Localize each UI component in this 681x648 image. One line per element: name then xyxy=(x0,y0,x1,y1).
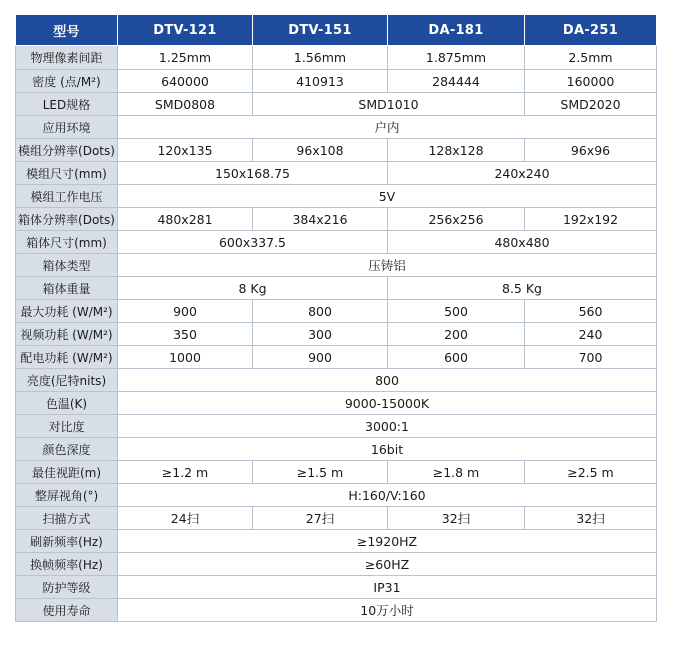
header-dtv-151: DTV-151 xyxy=(253,15,388,46)
table-row xyxy=(16,93,657,116)
spec-value: SMD0808 xyxy=(118,93,253,116)
row-label: 密度 (点/M²) xyxy=(16,70,118,93)
row-label: 防护等级 xyxy=(16,576,118,599)
spec-value: 600x337.5 xyxy=(118,231,388,254)
table-row xyxy=(16,208,657,231)
table-row xyxy=(16,162,657,185)
table-row xyxy=(16,599,657,622)
row-label: 模组尺寸(mm) xyxy=(16,162,118,185)
spec-value: 24扫 xyxy=(118,507,253,530)
spec-value: 5V xyxy=(118,185,657,208)
spec-value: 480x480 xyxy=(388,231,657,254)
spec-value: 240 xyxy=(525,323,657,346)
row-label: 最佳视距(m) xyxy=(16,461,118,484)
spec-value: 128x128 xyxy=(388,139,525,162)
spec-value: 压铸铝 xyxy=(118,254,657,277)
spec-value: 800 xyxy=(253,300,388,323)
header-dtv-121: DTV-121 xyxy=(118,15,253,46)
spec-value: IP31 xyxy=(118,576,657,599)
spec-value: 96x96 xyxy=(525,139,657,162)
spec-value: 900 xyxy=(118,300,253,323)
spec-value: 200 xyxy=(388,323,525,346)
table-row xyxy=(16,300,657,323)
table-row xyxy=(16,484,657,507)
spec-value: 384x216 xyxy=(253,208,388,231)
spec-value: 10万小时 xyxy=(118,599,657,622)
spec-body xyxy=(16,46,657,622)
spec-value: ≥1.5 m xyxy=(253,461,388,484)
spec-value: 120x135 xyxy=(118,139,253,162)
spec-value: 410913 xyxy=(253,70,388,93)
spec-value: 256x256 xyxy=(388,208,525,231)
spec-value: ≥1920HZ xyxy=(118,530,657,553)
spec-value: 800 xyxy=(118,369,657,392)
header-da-251: DA-251 xyxy=(525,15,657,46)
row-label: 使用寿命 xyxy=(16,599,118,622)
spec-value: 1000 xyxy=(118,346,253,369)
spec-value: 240x240 xyxy=(388,162,657,185)
spec-value: 640000 xyxy=(118,70,253,93)
spec-value: ≥1.8 m xyxy=(388,461,525,484)
row-label: 整屏视角(°) xyxy=(16,484,118,507)
spec-value: 8 Kg xyxy=(118,277,388,300)
spec-value: 284444 xyxy=(388,70,525,93)
spec-value: ≥60HZ xyxy=(118,553,657,576)
spec-value: 192x192 xyxy=(525,208,657,231)
row-label: 模组工作电压 xyxy=(16,185,118,208)
table-row xyxy=(16,323,657,346)
spec-value: 300 xyxy=(253,323,388,346)
row-label: 换帧频率(Hz) xyxy=(16,553,118,576)
row-label: 箱体分辨率(Dots) xyxy=(16,208,118,231)
table-row xyxy=(16,576,657,599)
table-row xyxy=(16,346,657,369)
spec-value: 户内 xyxy=(118,116,657,139)
spec-value: 32扫 xyxy=(525,507,657,530)
header-row xyxy=(16,15,657,46)
table-row xyxy=(16,254,657,277)
row-label: 刷新频率(Hz) xyxy=(16,530,118,553)
table-row xyxy=(16,231,657,254)
spec-value: 1.56mm xyxy=(253,46,388,70)
spec-value: 1.875mm xyxy=(388,46,525,70)
spec-value: 2.5mm xyxy=(525,46,657,70)
row-label: 箱体重量 xyxy=(16,277,118,300)
row-label: 视频功耗 (W/M²) xyxy=(16,323,118,346)
row-label: 箱体尺寸(mm) xyxy=(16,231,118,254)
spec-value: 96x108 xyxy=(253,139,388,162)
spec-value: 480x281 xyxy=(118,208,253,231)
header-model: 型号 xyxy=(16,15,118,46)
row-label: 最大功耗 (W/M²) xyxy=(16,300,118,323)
row-label: 亮度(尼特nits) xyxy=(16,369,118,392)
table-row xyxy=(16,461,657,484)
spec-value: ≥1.2 m xyxy=(118,461,253,484)
row-label: 扫描方式 xyxy=(16,507,118,530)
spec-value: 1.25mm xyxy=(118,46,253,70)
spec-value: 32扫 xyxy=(388,507,525,530)
row-label: 模组分辨率(Dots) xyxy=(16,139,118,162)
row-label: 对比度 xyxy=(16,415,118,438)
spec-value: 9000-15000K xyxy=(118,392,657,415)
spec-table xyxy=(15,14,657,622)
table-row xyxy=(16,530,657,553)
row-label: 应用环境 xyxy=(16,116,118,139)
spec-value: SMD2020 xyxy=(525,93,657,116)
spec-value: 350 xyxy=(118,323,253,346)
table-row xyxy=(16,392,657,415)
table-row xyxy=(16,438,657,461)
row-label: 色温(K) xyxy=(16,392,118,415)
table-row xyxy=(16,415,657,438)
table-row xyxy=(16,369,657,392)
header-da-181: DA-181 xyxy=(388,15,525,46)
table-row xyxy=(16,277,657,300)
row-label: 箱体类型 xyxy=(16,254,118,277)
spec-value: ≥2.5 m xyxy=(525,461,657,484)
table-row xyxy=(16,553,657,576)
spec-value: 8.5 Kg xyxy=(388,277,657,300)
spec-value: 150x168.75 xyxy=(118,162,388,185)
row-label: 物理像素间距 xyxy=(16,46,118,70)
spec-value: 900 xyxy=(253,346,388,369)
table-row xyxy=(16,116,657,139)
spec-value: 27扫 xyxy=(253,507,388,530)
spec-value: 500 xyxy=(388,300,525,323)
table-row xyxy=(16,139,657,162)
spec-value: 16bit xyxy=(118,438,657,461)
row-label: 颜色深度 xyxy=(16,438,118,461)
spec-value: H:160/V:160 xyxy=(118,484,657,507)
table-row xyxy=(16,185,657,208)
spec-value: 560 xyxy=(525,300,657,323)
spec-value: 600 xyxy=(388,346,525,369)
table-row xyxy=(16,70,657,93)
spec-value: 3000:1 xyxy=(118,415,657,438)
table-row xyxy=(16,46,657,70)
spec-value: 160000 xyxy=(525,70,657,93)
row-label: LED规格 xyxy=(16,93,118,116)
spec-value: SMD1010 xyxy=(253,93,525,116)
spec-value: 700 xyxy=(525,346,657,369)
row-label: 配电功耗 (W/M²) xyxy=(16,346,118,369)
table-row xyxy=(16,507,657,530)
